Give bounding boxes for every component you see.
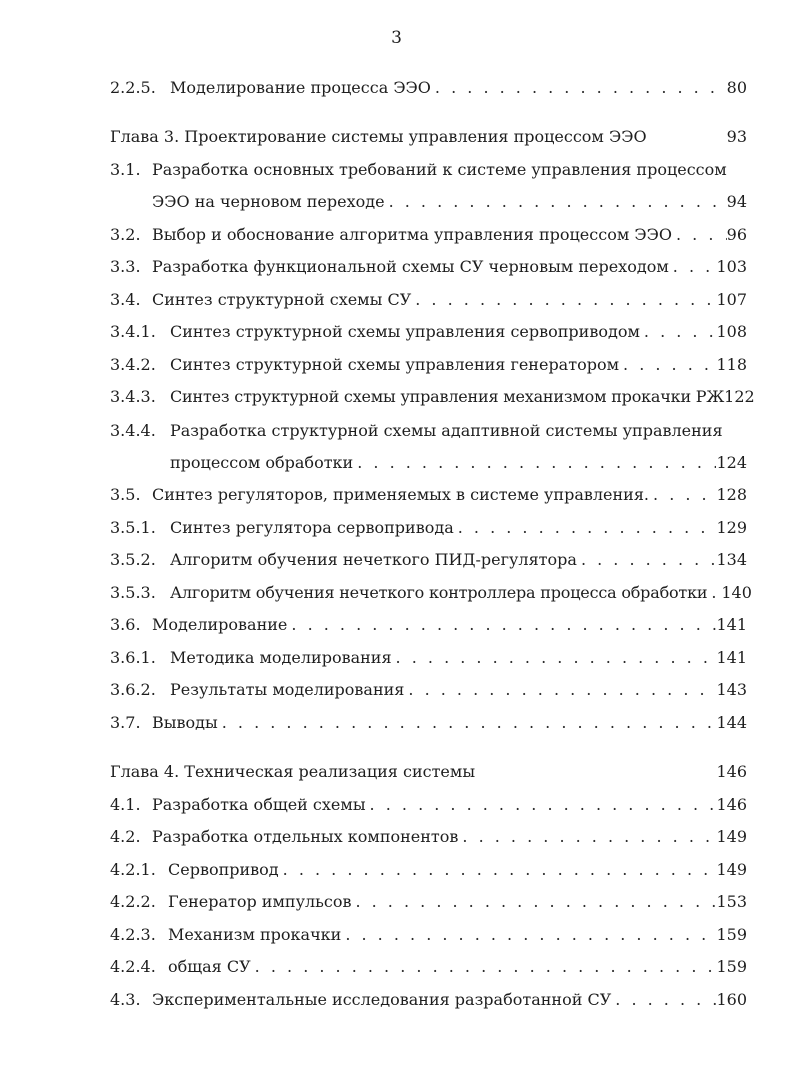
- toc-entry-3-7[interactable]: [110, 711, 747, 735]
- dot-leader: [392, 646, 717, 670]
- toc-entry-title: Моделирование: [152, 615, 288, 634]
- toc-entry-page: 129: [716, 518, 747, 537]
- toc-entry-title: Алгоритм обучения нечеткого ПИД-регулятора: [170, 550, 577, 569]
- toc-entry-page: 149: [716, 860, 747, 879]
- toc-entry-title: ЭЭО на черновом переходе: [152, 192, 385, 211]
- dot-leader: [458, 825, 716, 849]
- toc-entry-number: 3.4.4.: [110, 421, 156, 440]
- toc-entry-4-2-1[interactable]: [110, 858, 747, 882]
- dot-leader: [649, 483, 716, 507]
- toc-entry-title: Сервопривод: [168, 860, 279, 879]
- dot-leader: [218, 711, 717, 735]
- toc-entry-title: Выводы: [152, 713, 218, 732]
- toc-entry-page: 143: [716, 680, 747, 699]
- toc-entry-page: 160: [716, 990, 747, 1009]
- toc-entry-title: Генератор импульсов: [168, 892, 352, 911]
- toc-entry-number: 3.4.1.: [110, 322, 156, 341]
- toc-entry-3-6-2[interactable]: [110, 678, 747, 702]
- toc-entry-3-4-4[interactable]: [110, 419, 747, 443]
- toc-entry-page: 80: [726, 78, 747, 97]
- toc-entry-page: 93: [726, 127, 747, 146]
- toc-entry-page: 149: [716, 827, 747, 846]
- toc-entry-3-5-1[interactable]: [110, 516, 747, 540]
- toc-entry-title: Экспериментальные исследования разработанной СУ: [152, 990, 612, 1009]
- toc-entry-page: 108: [716, 322, 747, 341]
- toc-entry-page: 124: [716, 453, 747, 472]
- toc-entry-number: 4.2.4.: [110, 957, 156, 976]
- toc-entry-number: 3.5.2.: [110, 550, 156, 569]
- toc-entry-number: 4.1.: [110, 795, 141, 814]
- toc-entry-page: 118: [716, 355, 747, 374]
- toc-entry-page: 94: [726, 192, 747, 211]
- toc-entry-number: 3.4.: [110, 290, 141, 309]
- toc-entry-number: 3.5.1.: [110, 518, 156, 537]
- toc-entry-3-6-1[interactable]: [110, 646, 747, 670]
- toc-entry-4-1[interactable]: [110, 793, 747, 817]
- toc-entry-3-5-2[interactable]: [110, 548, 747, 572]
- toc-entry-3-1-continued[interactable]: [152, 190, 747, 214]
- toc-entry-number: 3.4.3.: [110, 387, 156, 406]
- toc-entry-number: 3.6.: [110, 615, 141, 634]
- toc-entry-3-5[interactable]: [110, 483, 747, 507]
- dot-leader: [611, 988, 716, 1012]
- toc-entry-number: 3.7.: [110, 713, 141, 732]
- toc-entry-number: 3.4.2.: [110, 355, 156, 374]
- toc-entry-page: 122: [724, 387, 755, 406]
- dot-leader: [366, 793, 717, 817]
- dot-leader: [640, 320, 717, 344]
- toc-entry-title: Выбор и обоснование алгоритма управления процессом ЭЭО: [152, 225, 672, 244]
- toc-entry-number: 3.6.1.: [110, 648, 156, 667]
- toc-entry-number: 4.2.: [110, 827, 141, 846]
- dot-leader: [672, 223, 727, 247]
- toc-entry-title: Механизм прокачки: [168, 925, 342, 944]
- toc-entry-page: 159: [716, 925, 747, 944]
- toc-entry-page: 128: [716, 485, 747, 504]
- toc-entry-title: Разработка общей схемы: [152, 795, 366, 814]
- toc-entry-title: Моделирование процесса ЭЭО: [170, 78, 431, 97]
- toc-entry-4-3[interactable]: [110, 988, 747, 1012]
- toc-entry-page: 146: [716, 762, 747, 781]
- toc-entry-number: 4.2.1.: [110, 860, 156, 879]
- toc-entry-number: 3.5.3.: [110, 583, 156, 602]
- toc-entry-title: Результаты моделирования: [170, 680, 405, 699]
- toc-entry-number: 2.2.5.: [110, 78, 156, 97]
- toc-entry-4-2-3[interactable]: [110, 923, 747, 947]
- dot-leader: [707, 581, 721, 605]
- toc-entry-title: процессом обработки: [170, 453, 354, 472]
- dot-leader: [251, 955, 717, 979]
- dot-leader: [411, 288, 716, 312]
- toc-entry-2-2-5[interactable]: [110, 76, 747, 100]
- dot-leader: [279, 858, 717, 882]
- dot-leader: [669, 255, 717, 279]
- toc-entry-3-4-4-continued[interactable]: [170, 451, 747, 475]
- toc-entry-4-2-4[interactable]: [110, 955, 747, 979]
- toc-entry-title: Синтез структурной схемы управления сервоприводом: [170, 322, 640, 341]
- dot-leader: [431, 76, 727, 100]
- page-number: 3: [391, 28, 402, 48]
- dot-leader: [341, 923, 716, 947]
- toc-entry-number: 4.3.: [110, 990, 141, 1009]
- toc-entry-3-4-1[interactable]: [110, 320, 747, 344]
- toc-entry-3-6[interactable]: [110, 613, 747, 637]
- toc-entry-page: 134: [716, 550, 747, 569]
- toc-entry-title: Синтез регуляторов, применяемых в системе управления.: [152, 485, 650, 504]
- toc-entry-title: Синтез структурной схемы управления механизмом прокачки РЖ: [170, 387, 725, 406]
- toc-entry-page: 96: [726, 225, 747, 244]
- toc-entry-3-3[interactable]: [110, 255, 747, 279]
- toc-entry-title: Синтез структурной схемы управления генератором: [170, 355, 620, 374]
- toc-entry-4-2-2[interactable]: [110, 890, 747, 914]
- dot-leader: [454, 516, 717, 540]
- toc-entry-page: 144: [716, 713, 747, 732]
- toc-entry-title: Синтез регулятора сервопривода: [170, 518, 454, 537]
- toc-entry-number: 3.2.: [110, 225, 141, 244]
- toc-entry-title: Разработка структурной схемы адаптивной системы управления: [170, 421, 723, 440]
- toc-entry-page: 103: [716, 257, 747, 276]
- toc-entry-page: 153: [716, 892, 747, 911]
- dot-leader: [353, 451, 716, 475]
- toc-entry-number: 3.5.: [110, 485, 141, 504]
- toc-entry-number: 4.2.3.: [110, 925, 156, 944]
- toc-entry-page: 140: [721, 583, 752, 602]
- toc-entry-title: Разработка основных требований к системе управления процессом: [152, 160, 727, 179]
- toc-entry-title: Синтез структурной схемы СУ: [152, 290, 412, 309]
- dot-leader: [404, 678, 716, 702]
- toc-entry-3-5-3[interactable]: [110, 581, 752, 605]
- toc-entry-3-4[interactable]: [110, 288, 747, 312]
- toc-entry-number: 3.6.2.: [110, 680, 156, 699]
- toc-entry-number: 3.1.: [110, 160, 141, 179]
- toc-entry-4-2[interactable]: [110, 825, 747, 849]
- toc-entry-page: 141: [716, 615, 747, 634]
- dot-leader: [577, 548, 717, 572]
- toc-entry-number: 4.2.2.: [110, 892, 156, 911]
- dot-leader: [287, 613, 716, 637]
- toc-entry-3-4-2[interactable]: [110, 353, 747, 377]
- toc-chapter-3[interactable]: [110, 125, 747, 149]
- toc-entry-page: 107: [716, 290, 747, 309]
- toc-entry-3-2[interactable]: [110, 223, 747, 247]
- toc-entry-page: 141: [716, 648, 747, 667]
- toc-entry-3-4-3[interactable]: [110, 385, 755, 409]
- toc-chapter-4[interactable]: [110, 760, 747, 784]
- toc-entry-3-1[interactable]: [110, 158, 747, 182]
- toc-entry-title: Алгоритм обучения нечеткого контроллера процесса обработки: [170, 583, 708, 602]
- dot-leader: [619, 353, 716, 377]
- toc-entry-title: Разработка функциональной схемы СУ черновым переходом: [152, 257, 669, 276]
- toc-chapter-title: Глава 4. Техническая реализация системы: [110, 762, 476, 781]
- toc-entry-number: 3.3.: [110, 257, 141, 276]
- toc-entry-title: Разработка отдельных компонентов: [152, 827, 459, 846]
- dot-leader: [351, 890, 716, 914]
- toc-chapter-title: Глава 3. Проектирование системы управления процессом ЭЭО: [110, 127, 647, 146]
- toc-entry-title: общая СУ: [168, 957, 251, 976]
- toc-entry-page: 146: [716, 795, 747, 814]
- toc-entry-page: 159: [716, 957, 747, 976]
- toc-entry-title: Методика моделирования: [170, 648, 392, 667]
- dot-leader: [385, 190, 727, 214]
